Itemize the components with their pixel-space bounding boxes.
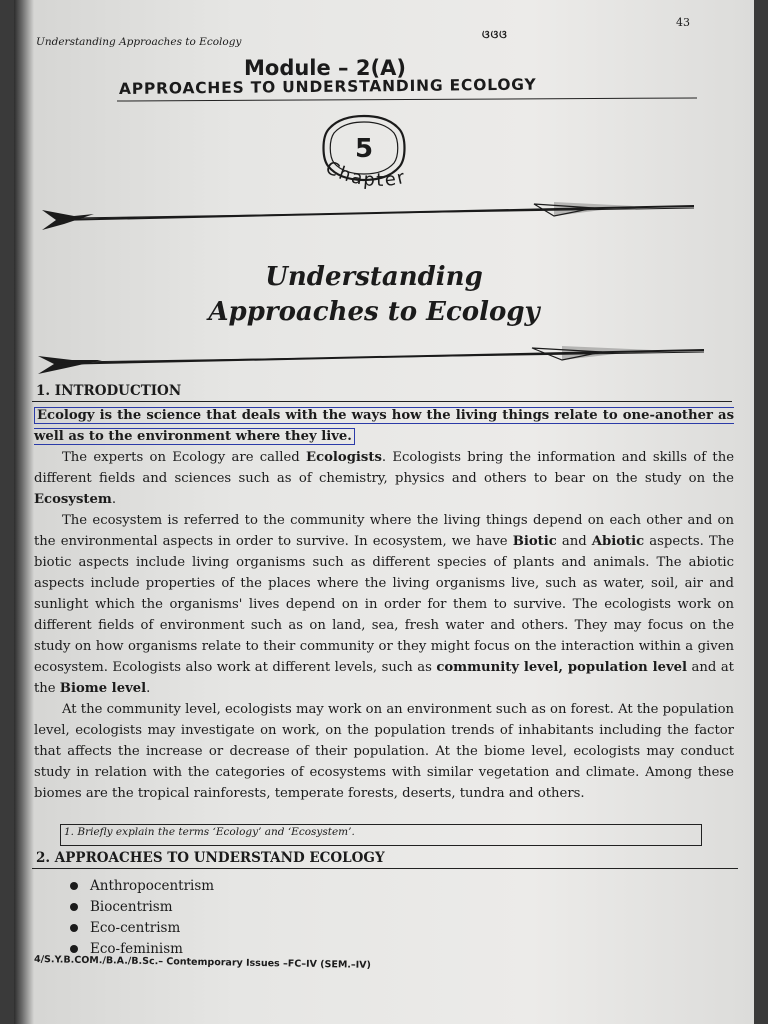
running-head: Understanding Approaches to Ecology — [36, 36, 242, 48]
section-rule-2 — [32, 868, 738, 869]
module-subtitle: APPROACHES TO UNDERSTANDING ECOLOGY — [118, 75, 537, 98]
section-heading-introduction: 1. INTRODUCTION — [36, 383, 182, 399]
paragraph-levels: At the community level, ecologists may work on an environment such as on forest. At the population level, ecologists may investigate on work, on the population trends of inhabitants including the factor that affects the increase or decrease of their population. At the biome level, ecologists may conduct study in relation with the categories of ecosystems with similar vegetation and climate. Among these biomes are the tropical rainforests, temperate forests, deserts, tundra and others. — [34, 702, 734, 801]
list-item: Eco-feminism — [66, 939, 214, 960]
chapter-title-line2: Approaches to Ecology — [208, 297, 540, 327]
question-text: 1. Briefly explain the terms ‘Ecology’ and ‘Ecosystem’. — [64, 826, 355, 838]
bracket-close-icon — [352, 428, 355, 445]
module-title: Module – 2(A) — [244, 56, 406, 80]
list-item: Eco-centrism — [66, 918, 214, 939]
arrow-divider-bottom-icon — [32, 340, 722, 380]
section-heading-approaches: 2. APPROACHES TO UNDERSTAND ECOLOGY — [36, 850, 385, 866]
page-gutter-shadow — [14, 0, 34, 1024]
arrow-divider-top-icon — [34, 196, 714, 240]
page-footer: 4/S.Y.B.COM./B.A./B.Sc.– Contemporary Issues –FC–IV (SEM.–IV) — [33, 954, 372, 971]
chapter-title-line1: Understanding — [265, 262, 483, 292]
paragraph-ecosystem: The ecosystem is referred to the community where the living things depend on each other and on the environmental aspects in order to survive. In ecosystem, we have Biotic and Abiotic aspects. The biotic aspects include living organisms such as different species of plants and animals. The abiotic aspects include properties of the places where the living organisms live, such as water, soil, air and sunlight which the organisms' lives depend on in order for them to survive. The ecologists work on different fields of environment such as on land, sea, fresh water and others. They may focus on the study on how organisms relate to their community or they might focus on the interaction within a given ecosystem. Ecologists also work at different levels, such as community level, population level and at the Biome level. — [34, 513, 735, 696]
svg-text:Chapter: Chapter — [322, 162, 409, 192]
list-item: Biocentrism — [66, 897, 214, 918]
section-rule — [32, 401, 732, 402]
chapter-title — [154, 260, 594, 330]
body-text — [34, 405, 734, 804]
chapter-number: 5 — [354, 134, 374, 164]
page-number: 43 — [676, 16, 690, 29]
definition-text: Ecology is the science that deals with the ways how the living things relate to one-another as well as to the environment where they live. — [34, 408, 734, 444]
header-ornament: ଓଓଓ — [482, 28, 508, 41]
book-page — [14, 0, 754, 1024]
approaches-list — [66, 876, 214, 960]
paragraph-ecologists: The experts on Ecology are called Ecologists. Ecologists bring the information and skills of the different fields and sciences such as of chemistry, physics and others to bear on the study on the Ecosystem. — [34, 450, 734, 507]
list-item: Anthropocentrism — [66, 876, 214, 897]
ecology-definition — [34, 405, 734, 447]
module-divider — [117, 97, 697, 101]
